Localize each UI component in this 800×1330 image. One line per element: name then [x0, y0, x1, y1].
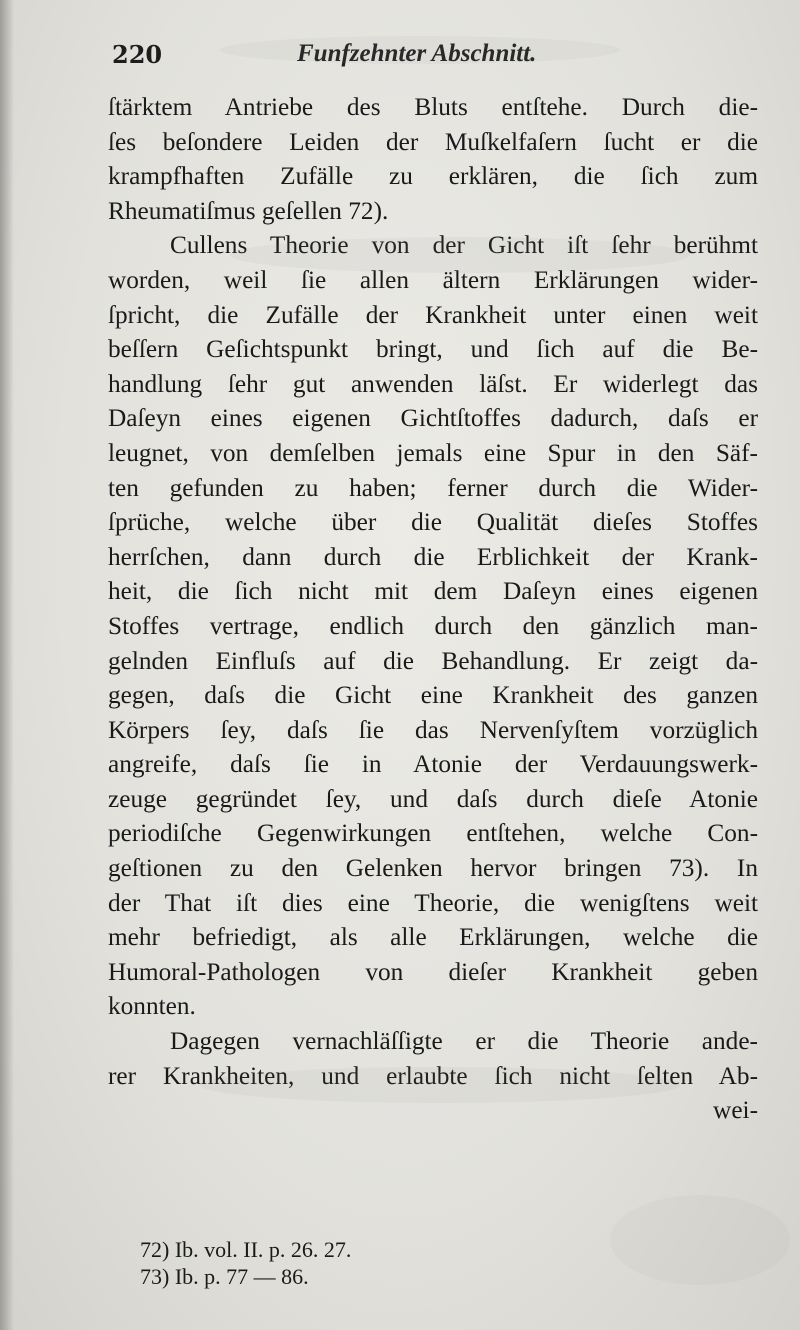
text-line: geſtionen zu den Gelenken hervor bringen 73). In: [108, 854, 758, 883]
footnote: 72) Ib. vol. II. p. 26. 27.: [140, 1237, 352, 1262]
footnotes: [140, 1236, 540, 1290]
text-line: Humoral-Pathologen von dieſer Krankheit geben: [108, 957, 758, 986]
text-line: Rheumatiſmus geſellen 72).: [108, 196, 389, 225]
footnote: 73) Ib. p. 77 — 86.: [140, 1264, 309, 1289]
text-line: herrſchen, dann durch die Erblichkeit der Krank-: [108, 542, 758, 571]
text-line: Körpers ſey, daſs ſie das Nervenſyſtem vorzüglich: [108, 715, 758, 744]
page-header: [112, 36, 762, 76]
text-line: Stoffes vertrage, endlich durch den gänzlich man-: [108, 611, 758, 640]
text-line: worden, weil ſie allen ältern Erklärungen wider-: [108, 265, 758, 294]
text-line: handlung ſehr gut anwenden läſst. Er widerlegt das: [108, 369, 758, 398]
text-line: Daſeyn eines eigenen Gichtſtoffes dadurch, daſs er: [108, 404, 758, 433]
text-line: ten gefunden zu haben; ferner durch die Wider-: [108, 473, 758, 502]
text-line: ſes beſondere Leiden der Muſkelfaſern ſucht er die: [108, 127, 758, 156]
page-number: 220: [112, 40, 163, 69]
text-line: rer Krankheiten, und erlaubte ſich nicht ſelten Ab-: [108, 1061, 758, 1090]
text-line: angreife, daſs ſie in Atonie der Verdauungswerk-: [108, 750, 758, 779]
text-line: der That iſt dies eine Theorie, die wenigſtens weit: [108, 888, 758, 917]
page-edge-shadow: [0, 0, 14, 1330]
text-line: mehr befriedigt, als alle Erklärungen, welche die: [108, 923, 758, 952]
text-line: wei-: [713, 1096, 758, 1125]
text-line: beſſern Geſichtspunkt bringt, und ſich auf die Be-: [108, 335, 758, 364]
text-line: Cullens Theorie von der Gicht iſt ſehr berühmt: [170, 231, 758, 260]
text-line: ſprüche, welche über die Qualität dieſes Stoffes: [108, 508, 758, 537]
text-line: gelnden Einfluſs auf die Behandlung. Er zeigt da-: [108, 646, 758, 675]
text-line: ſpricht, die Zufälle der Krankheit unter einen weit: [108, 300, 758, 329]
running-head: Funfzehnter Abschnitt.: [297, 40, 537, 67]
text-line: ſtärktem Antriebe des Bluts entſtehe. Durch die-: [108, 93, 758, 121]
text-line: krampfhaften Zufälle zu erklären, die ſich zum: [108, 162, 758, 191]
text-line: leugnet, von demſelben jemals eine Spur in den Säf-: [108, 438, 758, 467]
body-text: [108, 90, 758, 1128]
text-line: gegen, daſs die Gicht eine Krankheit des ganzen: [108, 681, 758, 710]
text-line: konnten.: [108, 992, 196, 1021]
text-line: periodiſche Gegenwirkungen entſtehen, welche Con-: [108, 819, 758, 848]
text-line: Dagegen vernachläſſigte er die Theorie ande-: [170, 1027, 758, 1056]
text-line: zeuge gegründet ſey, und daſs durch dieſe Atonie: [108, 784, 758, 813]
text-line: heit, die ſich nicht mit dem Daſeyn eines eigenen: [108, 577, 758, 606]
